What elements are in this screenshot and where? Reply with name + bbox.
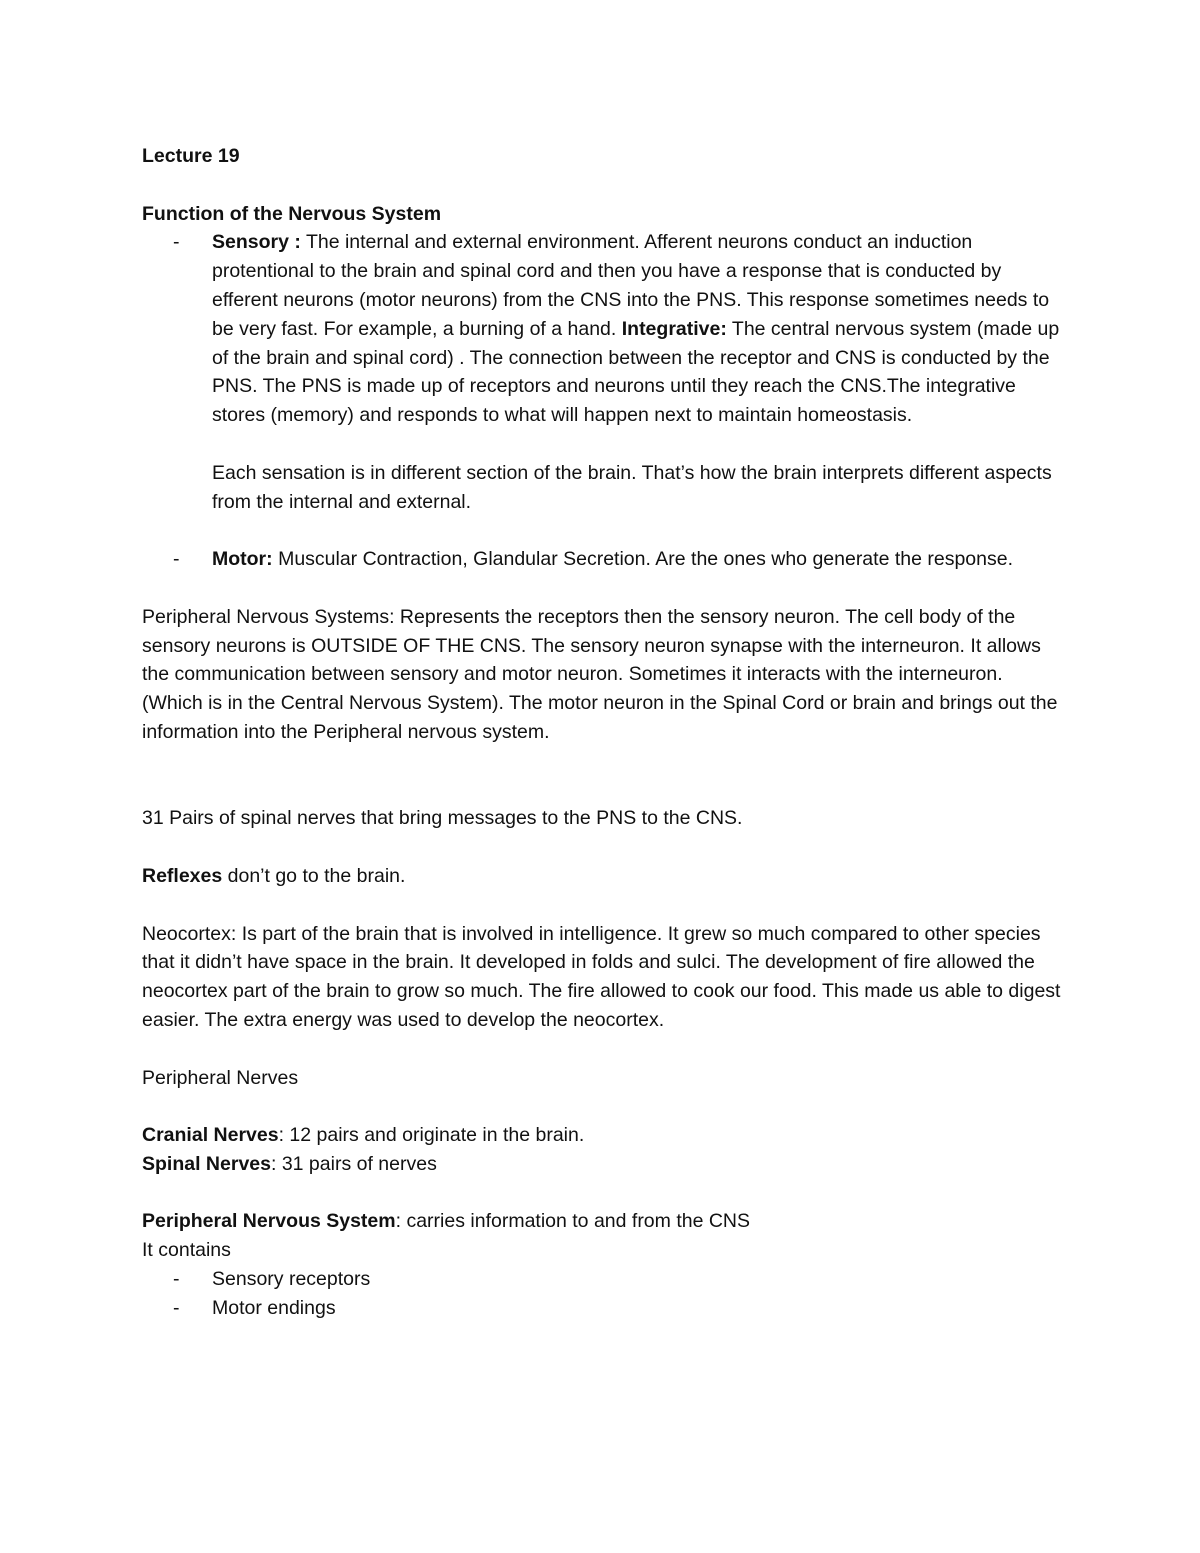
pns-system-label: Peripheral Nervous System [142,1210,396,1233]
integrative-text: The central nervous system (made up of the brain and spinal cord) . The connection between the receptor and CNS is conducted by the PNS. The PNS is made up of receptors and neurons until they reach the CNS.The integrative stores (memory) and responds to what will happen next to maintain homeostasis. [212,317,1060,427]
sensory-text: The internal and external environment. Afferent neurons conduct an induction protentional to the brain and spinal cord and then you have a response that is conducted by efferent neurons (motor neurons) from the CNS into the PNS. This response sometimes needs to be very fast. For example, a burning of a hand. [212,231,1050,340]
neocortex-paragraph: Neocortex: Is part of the brain that is involved in intelligence. It grew so much compared to other species that it didn’t have space in the brain. It developed in folds and sulci. The development of fire allowed the neocortex part of the brain to grow so much. The fire allowed to cook our food. This made us able to digest easier. The extra energy was used to develop the neocortex. [142,922,1061,1031]
cranial-label: Cranial Nerves [142,1124,279,1147]
sensory-label: Sensory : [212,231,301,254]
integrative-label: Integrative: [621,317,727,340]
spinal-label: Spinal Nerves [142,1152,271,1175]
list-item-sensory [142,228,1062,430]
reflexes-label: Reflexes [142,864,223,887]
reflexes-text: don’t go to the brain. [222,864,406,887]
sensation-note: Each sensation is in different section of the brain. That’s how the brain interprets different aspects from the internal and external. [212,461,1052,513]
list-item-motor [142,545,1062,574]
bullet-dash: - [173,231,180,254]
bullet-dash: - [173,548,180,571]
lecture-title: Lecture 19 [142,145,240,167]
pns-system-line [142,1207,1062,1236]
motor-text: Muscular Contraction, Glandular Secretion. Are the ones who generate the response. [272,548,1013,571]
bullet-dash: - [173,1296,180,1319]
spinal-pairs-line: 31 Pairs of spinal nerves that bring messages to the PNS to the CNS. [142,807,743,830]
document-body [142,142,1062,1323]
bullet-dash: - [173,1268,180,1291]
peripheral-nerves-heading: Peripheral Nerves [142,1066,299,1089]
cranial-text: : 12 pairs and originate in the brain. [278,1124,585,1147]
motor-label: Motor: [212,548,273,571]
contains-item-sensory-receptors: Sensory receptors [212,1268,371,1291]
list-item [142,1294,1062,1323]
reflexes-line [142,862,1062,891]
contains-item-motor-endings: Motor endings [212,1296,336,1319]
pns-system-text: : carries information to and from the CNS [395,1210,751,1233]
pns-paragraph: Peripheral Nervous Systems: Represents the receptors then the sensory neuron. The cell body of the sensory neurons is OUTSIDE OF THE CNS. The sensory neuron synapse with the interneuron. It allows the communication between sensory and motor neuron. Sometimes it interacts with the interneuron. (Which is in the Central Nervous System). The motor neuron in the Spinal Cord or brain and brings out the information into the Peripheral nervous system. [142,605,1058,743]
cranial-nerves-line [142,1121,1062,1150]
spinal-text: : 31 pairs of nerves [270,1152,437,1175]
list-item [142,1265,1062,1294]
contains-intro: It contains [142,1239,231,1262]
function-heading: Function of the Nervous System [142,202,442,225]
spinal-nerves-line [142,1150,1062,1179]
